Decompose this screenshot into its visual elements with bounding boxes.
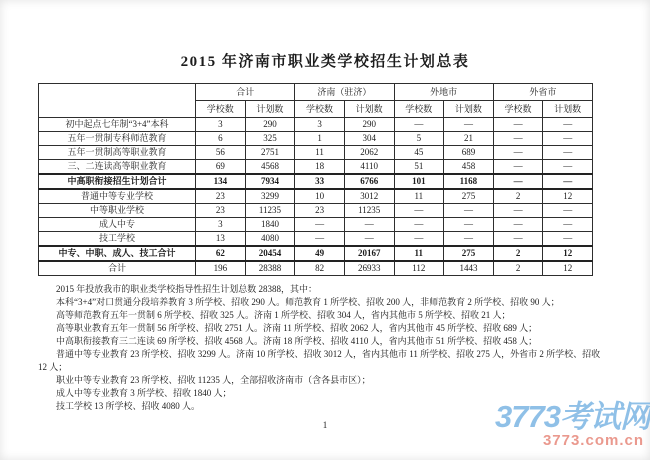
value-cell: 1443 bbox=[444, 261, 494, 276]
value-cell: — bbox=[493, 132, 543, 146]
corner-cell bbox=[39, 84, 196, 118]
note-line: 2015 年投放我市的职业类学校指导性招生计划总数 28388，其中： bbox=[56, 284, 318, 294]
value-cell: — bbox=[493, 204, 543, 218]
value-cell: 49 bbox=[295, 246, 345, 261]
value-cell: 13 bbox=[196, 232, 246, 247]
value-cell: 325 bbox=[245, 132, 295, 146]
value-cell: 290 bbox=[245, 118, 295, 132]
value-cell: 5 bbox=[394, 132, 444, 146]
row-label-cell: 五年一贯制高等职业教育 bbox=[39, 146, 196, 160]
value-cell: — bbox=[493, 218, 543, 232]
table-row bbox=[39, 146, 593, 160]
value-cell: 3299 bbox=[245, 189, 295, 204]
col-group-header-1: 济南（驻济） bbox=[295, 84, 394, 101]
value-cell: 1 bbox=[295, 132, 345, 146]
value-cell: — bbox=[344, 232, 394, 247]
value-cell: — bbox=[493, 232, 543, 247]
value-cell: 26933 bbox=[344, 261, 394, 276]
value-cell: — bbox=[543, 218, 593, 232]
value-cell: — bbox=[444, 204, 494, 218]
table-row bbox=[39, 189, 593, 204]
value-cell: 196 bbox=[196, 261, 246, 276]
note-line: 普通中等专业教育 23 所学校、招收 3299 人。济南 10 所学校、招收 3012 人，省内其他市 11 所学校、招收 275 人，外省市 2 所学校、招收 bbox=[56, 349, 601, 359]
value-cell: 458 bbox=[444, 160, 494, 175]
value-cell: 51 bbox=[394, 160, 444, 175]
value-cell: — bbox=[394, 118, 444, 132]
value-cell: 290 bbox=[344, 118, 394, 132]
value-cell: 112 bbox=[394, 261, 444, 276]
sub-header-cell: 计划数 bbox=[444, 101, 494, 118]
note-line: 成人中等专业教育 3 所学校、招收 1840 人； bbox=[56, 388, 232, 398]
value-cell: 3 bbox=[196, 118, 246, 132]
value-cell: 11 bbox=[394, 246, 444, 261]
table-row bbox=[39, 232, 593, 247]
value-cell: 11 bbox=[295, 146, 345, 160]
table-row bbox=[39, 218, 593, 232]
value-cell: 4110 bbox=[344, 160, 394, 175]
value-cell: — bbox=[543, 132, 593, 146]
row-label-cell: 普通中等专业学校 bbox=[39, 189, 196, 204]
value-cell: — bbox=[295, 232, 345, 247]
value-cell: 6 bbox=[196, 132, 246, 146]
value-cell: 304 bbox=[344, 132, 394, 146]
value-cell: 12 bbox=[543, 189, 593, 204]
row-label-cell: 技工学校 bbox=[39, 232, 196, 247]
table-row bbox=[39, 204, 593, 218]
value-cell: 3012 bbox=[344, 189, 394, 204]
value-cell: 20167 bbox=[344, 246, 394, 261]
value-cell: 2 bbox=[493, 246, 543, 261]
value-cell: 2062 bbox=[344, 146, 394, 160]
value-cell: — bbox=[543, 118, 593, 132]
value-cell: 2 bbox=[493, 189, 543, 204]
value-cell: — bbox=[444, 118, 494, 132]
value-cell: 18 bbox=[295, 160, 345, 175]
sub-header-cell: 学校数 bbox=[196, 101, 246, 118]
value-cell: — bbox=[543, 204, 593, 218]
note-line: 高等职业教育五年一贯制 56 所学校、招收 2751 人。济南 11 所学校、招收 2062 人，省内其他市 45 所学校、招收 689 人； bbox=[56, 323, 538, 333]
value-cell: 1168 bbox=[444, 174, 494, 189]
value-cell: 69 bbox=[196, 160, 246, 175]
value-cell: — bbox=[394, 204, 444, 218]
value-cell: — bbox=[444, 218, 494, 232]
col-group-header-2: 外地市 bbox=[394, 84, 493, 101]
row-label-cell: 初中起点七年制“3+4”本科 bbox=[39, 118, 196, 132]
value-cell: — bbox=[295, 218, 345, 232]
row-label-cell: 五年一贯制专科师范教育 bbox=[39, 132, 196, 146]
value-cell: — bbox=[493, 174, 543, 189]
enrollment-plan-table bbox=[38, 83, 593, 276]
note-line: 高等师范教育五年一贯制 6 所学校、招收 325 人。济南 1 所学校、招收 304 人，省内其他市 5 所学校、招收 21 人； bbox=[56, 310, 511, 320]
value-cell: 2 bbox=[493, 261, 543, 276]
value-cell: 6766 bbox=[344, 174, 394, 189]
col-group-header-0: 合计 bbox=[196, 84, 295, 101]
value-cell: 3 bbox=[196, 218, 246, 232]
value-cell: 2751 bbox=[245, 146, 295, 160]
sub-header-cell: 计划数 bbox=[344, 101, 394, 118]
note-line: 中高职衔接教育三二连读 69 所学校、招收 4568 人。济南 18 所学校、招收 4110 人，省内其他市 51 所学校、招收 458 人； bbox=[56, 336, 538, 346]
value-cell: — bbox=[394, 218, 444, 232]
value-cell: 11 bbox=[394, 189, 444, 204]
page-title: 2015 年济南市职业类学校招生计划总表 bbox=[180, 54, 470, 70]
sub-header-cell: 学校数 bbox=[394, 101, 444, 118]
table-body bbox=[39, 118, 593, 276]
value-cell: 11235 bbox=[245, 204, 295, 218]
value-cell: — bbox=[493, 118, 543, 132]
value-cell: 101 bbox=[394, 174, 444, 189]
value-cell: 134 bbox=[196, 174, 246, 189]
note-line: 技工学校 13 所学校、招收 4080 人。 bbox=[56, 401, 201, 411]
value-cell: 11235 bbox=[344, 204, 394, 218]
row-label-cell: 中高职衔接招生计划合计 bbox=[39, 174, 196, 189]
watermark-site-name: 3773考试网 bbox=[495, 399, 650, 434]
row-label-cell: 成人中专 bbox=[39, 218, 196, 232]
notes-section bbox=[38, 283, 616, 413]
note-line: 职业中等专业教育 23 所学校、招收 11235 人，全部招收济南市（含各县市区）； bbox=[56, 375, 371, 385]
value-cell: — bbox=[493, 146, 543, 160]
sub-header-cell: 学校数 bbox=[493, 101, 543, 118]
value-cell: 28388 bbox=[245, 261, 295, 276]
value-cell: 56 bbox=[196, 146, 246, 160]
value-cell: 12 bbox=[543, 246, 593, 261]
note-line: 12 人； bbox=[38, 362, 68, 372]
note-line: 本科“3+4”对口贯通分段培养教育 3 所学校、招收 290 人。师范教育 1 所学校、招收 200 人，非师范教育 2 所学校、招收 90 人； bbox=[56, 297, 560, 307]
row-label-cell: 中专、中职、成人、技工合计 bbox=[39, 246, 196, 261]
sub-header-cell: 计划数 bbox=[543, 101, 593, 118]
table-header bbox=[39, 84, 593, 118]
value-cell: — bbox=[543, 146, 593, 160]
value-cell: 4568 bbox=[245, 160, 295, 175]
value-cell: — bbox=[543, 174, 593, 189]
row-label-cell: 三、二连读高等职业教育 bbox=[39, 160, 196, 175]
value-cell: — bbox=[493, 160, 543, 175]
value-cell: — bbox=[344, 218, 394, 232]
value-cell: 21 bbox=[444, 132, 494, 146]
value-cell: 7934 bbox=[245, 174, 295, 189]
row-label-cell: 中等职业学校 bbox=[39, 204, 196, 218]
value-cell: 33 bbox=[295, 174, 345, 189]
value-cell: 4080 bbox=[245, 232, 295, 247]
value-cell: — bbox=[444, 232, 494, 247]
value-cell: 12 bbox=[543, 261, 593, 276]
table-row bbox=[39, 246, 593, 261]
table-row bbox=[39, 174, 593, 189]
table-row bbox=[39, 261, 593, 276]
value-cell: 1840 bbox=[245, 218, 295, 232]
value-cell: 275 bbox=[444, 189, 494, 204]
col-group-header-3: 外省市 bbox=[493, 84, 592, 101]
value-cell: — bbox=[543, 160, 593, 175]
value-cell: — bbox=[543, 232, 593, 247]
value-cell: 45 bbox=[394, 146, 444, 160]
value-cell: — bbox=[394, 232, 444, 247]
page-number: 1 bbox=[322, 420, 328, 430]
table-row bbox=[39, 132, 593, 146]
value-cell: 82 bbox=[295, 261, 345, 276]
value-cell: 689 bbox=[444, 146, 494, 160]
value-cell: 62 bbox=[196, 246, 246, 261]
sub-header-cell: 计划数 bbox=[245, 101, 295, 118]
value-cell: 10 bbox=[295, 189, 345, 204]
value-cell: 275 bbox=[444, 246, 494, 261]
row-label-cell: 合计 bbox=[39, 261, 196, 276]
value-cell: 23 bbox=[196, 189, 246, 204]
table-row bbox=[39, 160, 593, 175]
watermark-site-url: 3773.com.cn bbox=[542, 432, 644, 449]
value-cell: 20454 bbox=[245, 246, 295, 261]
sub-header-cell: 学校数 bbox=[295, 101, 345, 118]
table-row bbox=[39, 118, 593, 132]
value-cell: 23 bbox=[196, 204, 246, 218]
value-cell: 3 bbox=[295, 118, 345, 132]
value-cell: 23 bbox=[295, 204, 345, 218]
